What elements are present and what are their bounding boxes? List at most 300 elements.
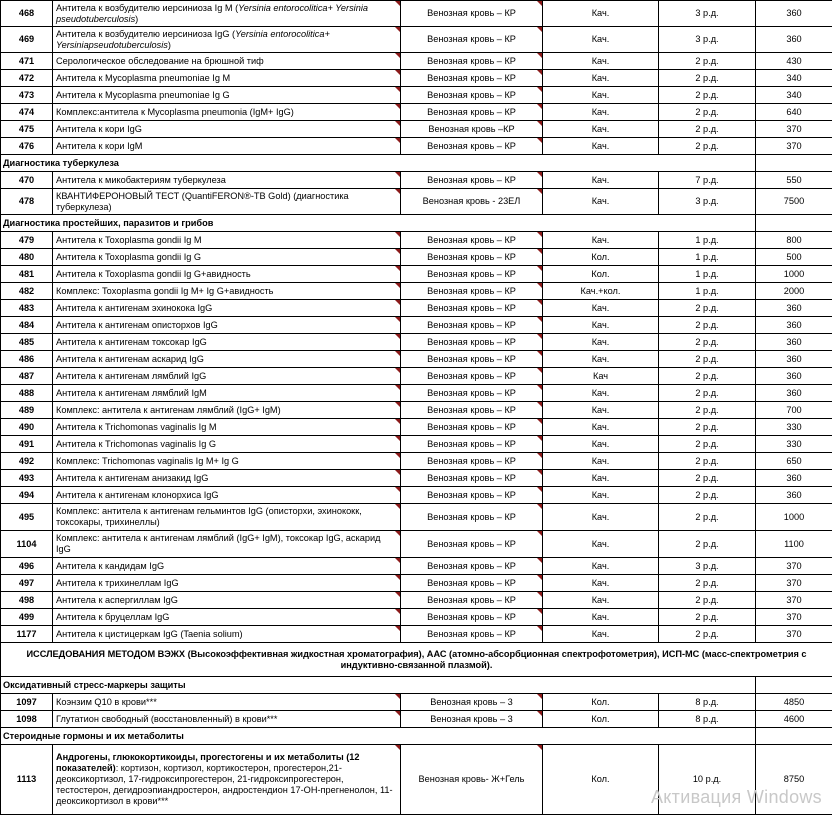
turnaround-days: 2 р.д.	[659, 334, 756, 351]
test-code: 1177	[1, 626, 53, 643]
test-name	[53, 385, 401, 402]
test-code: 486	[1, 351, 53, 368]
biomaterial: Венозная кровь – КР	[401, 575, 543, 592]
biomaterial: Венозная кровь – КР	[401, 368, 543, 385]
test-name-text: Антитела к антигенам токсокар IgG	[56, 337, 207, 347]
method: Кач.	[543, 70, 659, 87]
test-code: 499	[1, 609, 53, 626]
biomaterial: Венозная кровь – КР	[401, 283, 543, 300]
turnaround-days: 2 р.д.	[659, 531, 756, 558]
test-name-text: Антитела к кандидам IgG	[56, 561, 164, 571]
price: 550	[756, 172, 832, 189]
table-row	[1, 470, 832, 487]
section-header-row	[1, 728, 832, 745]
method: Кол.	[543, 711, 659, 728]
turnaround-days: 7 р.д.	[659, 172, 756, 189]
method: Кач.	[543, 385, 659, 402]
test-name	[53, 27, 401, 53]
method: Кач.	[543, 87, 659, 104]
method: Кол.	[543, 694, 659, 711]
method: Кач.	[543, 172, 659, 189]
test-name	[53, 470, 401, 487]
turnaround-days: 2 р.д.	[659, 70, 756, 87]
method: Кач.	[543, 402, 659, 419]
table-row	[1, 368, 832, 385]
price: 7500	[756, 189, 832, 215]
test-name-text: Комплекс: антитела к антигенам лямблий (IgG+ IgM)	[56, 405, 281, 415]
turnaround-days: 2 р.д.	[659, 385, 756, 402]
section-title: Диагностика туберкулеза	[1, 155, 756, 172]
biomaterial: Венозная кровь – КР	[401, 266, 543, 283]
test-name	[53, 317, 401, 334]
section-title: Диагностика простейших, паразитов и грибов	[1, 215, 756, 232]
table-row	[1, 249, 832, 266]
price: 500	[756, 249, 832, 266]
test-code: 495	[1, 504, 53, 531]
method: Кач.	[543, 419, 659, 436]
test-name	[53, 592, 401, 609]
biomaterial: Венозная кровь – КР	[401, 172, 543, 189]
biomaterial: Венозная кровь – КР	[401, 334, 543, 351]
test-name-text: Антитела к антигенам эхинокока IgG	[56, 303, 212, 313]
table-row	[1, 87, 832, 104]
turnaround-days: 1 р.д.	[659, 283, 756, 300]
turnaround-days: 1 р.д.	[659, 232, 756, 249]
price: 340	[756, 87, 832, 104]
test-name-paren-end: )	[135, 14, 138, 24]
test-name	[53, 626, 401, 643]
turnaround-days: 2 р.д.	[659, 626, 756, 643]
turnaround-days: 2 р.д.	[659, 368, 756, 385]
price: 800	[756, 232, 832, 249]
test-name	[53, 351, 401, 368]
test-code: 484	[1, 317, 53, 334]
biomaterial: Венозная кровь – КР	[401, 592, 543, 609]
method: Кол.	[543, 266, 659, 283]
test-name	[53, 531, 401, 558]
biomaterial: Венозная кровь – КР	[401, 104, 543, 121]
table-row	[1, 232, 832, 249]
section-blank-cell	[756, 677, 832, 694]
price: 370	[756, 138, 832, 155]
test-code: 496	[1, 558, 53, 575]
method: Кач.	[543, 334, 659, 351]
turnaround-days: 2 р.д.	[659, 402, 756, 419]
price: 4600	[756, 711, 832, 728]
price: 360	[756, 317, 832, 334]
section-blank-cell	[756, 215, 832, 232]
test-name	[53, 453, 401, 470]
biomaterial: Венозная кровь – КР	[401, 453, 543, 470]
price: 360	[756, 385, 832, 402]
turnaround-days: 2 р.д.	[659, 138, 756, 155]
test-name	[53, 249, 401, 266]
turnaround-days: 3 р.д.	[659, 27, 756, 53]
table-row	[1, 172, 832, 189]
turnaround-days: 2 р.д.	[659, 487, 756, 504]
method: Кач.	[543, 558, 659, 575]
test-name-text: Комплекс: антитела к антигенам лямблий (IgG+ IgM), токсокар IgG, аскарид IgG	[56, 533, 380, 554]
test-name	[53, 70, 401, 87]
test-name-text: Антитела к антигенам анизакид IgG	[56, 473, 208, 483]
test-name-text: Комплекс: антитела к антигенам гельминтов IgG (описторхи, эхинококк, токсокары, трихинеллы)	[56, 506, 362, 527]
test-name	[53, 609, 401, 626]
price: 370	[756, 558, 832, 575]
test-code: 468	[1, 1, 53, 27]
method: Кач.	[543, 104, 659, 121]
test-name-text: Антитела к антигенам лямблий IgM	[56, 388, 207, 398]
price: 2000	[756, 283, 832, 300]
biomaterial: Венозная кровь – 3	[401, 711, 543, 728]
biomaterial: Венозная кровь – КР	[401, 609, 543, 626]
test-name-text: Комплекс:антитела к Mycoplasma pneumonia (IgM+ IgG)	[56, 107, 294, 117]
test-name-text: Антитела к Toxoplasma gondii Ig M	[56, 235, 202, 245]
test-name-text: Антитела к Toxoplasma gondii Ig G+авидность	[56, 269, 251, 279]
price: 360	[756, 334, 832, 351]
turnaround-days: 2 р.д.	[659, 53, 756, 70]
test-code: 1098	[1, 711, 53, 728]
test-name-paren-end: )	[168, 40, 171, 50]
price: 700	[756, 402, 832, 419]
price: 330	[756, 436, 832, 453]
biomaterial: Венозная кровь – КР	[401, 53, 543, 70]
price: 360	[756, 27, 832, 53]
test-code: 1113	[1, 745, 53, 815]
test-code: 469	[1, 27, 53, 53]
method: Кач.	[543, 609, 659, 626]
test-code: 473	[1, 87, 53, 104]
table-row	[1, 575, 832, 592]
turnaround-days: 10 р.д.	[659, 745, 756, 815]
test-name-text: Антитела к трихинеллам IgG	[56, 578, 179, 588]
test-name-text: Антитела к цистицеркам IgG (Taenia solium)	[56, 629, 243, 639]
turnaround-days: 2 р.д.	[659, 317, 756, 334]
turnaround-days: 1 р.д.	[659, 266, 756, 283]
test-code: 487	[1, 368, 53, 385]
test-name-bold: Андрогены, глюкокортикоиды, прогестогены и их метаболиты (12 показателей)	[56, 752, 360, 773]
test-code: 1097	[1, 694, 53, 711]
table-row	[1, 104, 832, 121]
test-name	[53, 487, 401, 504]
biomaterial: Венозная кровь – КР	[401, 317, 543, 334]
test-code: 481	[1, 266, 53, 283]
biomaterial: Венозная кровь – КР	[401, 470, 543, 487]
test-name-text: Антитела к бруцеллам IgG	[56, 612, 169, 622]
table-row	[1, 334, 832, 351]
biomaterial: Венозная кровь – КР	[401, 351, 543, 368]
method: Кач.	[543, 189, 659, 215]
method: Кач.	[543, 351, 659, 368]
test-name	[53, 232, 401, 249]
test-code: 483	[1, 300, 53, 317]
method: Кач.	[543, 575, 659, 592]
price: 640	[756, 104, 832, 121]
biomaterial: Венозная кровь – КР	[401, 504, 543, 531]
price: 360	[756, 487, 832, 504]
price: 4850	[756, 694, 832, 711]
turnaround-days: 2 р.д.	[659, 470, 756, 487]
table-row	[1, 300, 832, 317]
table-row	[1, 487, 832, 504]
test-name	[53, 121, 401, 138]
test-name	[53, 266, 401, 283]
section-blank-cell	[756, 728, 832, 745]
test-name-text: Антитела к Mycoplasma pneumoniae Ig G	[56, 90, 230, 100]
test-name-text: Антитела к антигенам клонорхиса IgG	[56, 490, 219, 500]
test-name-italic: Yersinia entorocolitica+ Yersiniapseudotuberculosis	[56, 29, 330, 50]
method: Кач.	[543, 317, 659, 334]
turnaround-days: 2 р.д.	[659, 300, 756, 317]
table-row	[1, 1, 832, 27]
table-row	[1, 531, 832, 558]
turnaround-days: 8 р.д.	[659, 694, 756, 711]
test-code: 479	[1, 232, 53, 249]
test-name	[53, 694, 401, 711]
windows-activation-watermark: Активация Windows	[651, 787, 822, 808]
test-name-text: Антитела к возбудителю иерсиниоза IgG	[56, 29, 229, 39]
test-code: 490	[1, 419, 53, 436]
method: Кач.+кол.	[543, 283, 659, 300]
test-name	[53, 283, 401, 300]
test-code: 493	[1, 470, 53, 487]
table-row	[1, 317, 832, 334]
biomaterial: Венозная кровь – КР	[401, 1, 543, 27]
method: Кач.	[543, 470, 659, 487]
biomaterial: Венозная кровь – КР	[401, 300, 543, 317]
test-code: 491	[1, 436, 53, 453]
test-name-text: КВАНТИФЕРОНОВЫЙ ТЕСТ (QuantiFERON®-TB Gold) (диагностика туберкулеза)	[56, 191, 349, 212]
method: Кач.	[543, 487, 659, 504]
method-header-row	[1, 643, 832, 677]
method: Кол.	[543, 249, 659, 266]
price: 360	[756, 300, 832, 317]
test-code: 470	[1, 172, 53, 189]
price: 1100	[756, 531, 832, 558]
test-name-paren: (	[229, 29, 235, 39]
test-name	[53, 189, 401, 215]
turnaround-days: 2 р.д.	[659, 419, 756, 436]
table-row	[1, 53, 832, 70]
table-row	[1, 266, 832, 283]
turnaround-days: 2 р.д.	[659, 436, 756, 453]
test-name-text: Антитела к кори IgM	[56, 141, 142, 151]
test-name	[53, 138, 401, 155]
method: Кач.	[543, 138, 659, 155]
test-name-text: Антитела к Trichomonas vaginalis Ig M	[56, 422, 217, 432]
table-row	[1, 711, 832, 728]
test-name-text: Антитела к кори IgG	[56, 124, 142, 134]
test-code: 472	[1, 70, 53, 87]
table-row	[1, 351, 832, 368]
method: Кач.	[543, 300, 659, 317]
biomaterial: Венозная кровь – КР	[401, 487, 543, 504]
method: Кач.	[543, 436, 659, 453]
test-name-text: Коэнзим Q10 в крови***	[56, 697, 157, 707]
test-name-text: Антитела к Mycoplasma pneumoniae Ig M	[56, 73, 230, 83]
biomaterial: Венозная кровь – КР	[401, 402, 543, 419]
turnaround-days: 2 р.д.	[659, 609, 756, 626]
test-name	[53, 419, 401, 436]
test-name-text: Антитела к возбудителю иерсиниоза Ig M	[56, 3, 233, 13]
method: Кол.	[543, 745, 659, 815]
turnaround-days: 3 р.д.	[659, 558, 756, 575]
biomaterial: Венозная кровь – КР	[401, 419, 543, 436]
test-code: 492	[1, 453, 53, 470]
table-row	[1, 558, 832, 575]
biomaterial: Венозная кровь – 3	[401, 694, 543, 711]
price: 340	[756, 70, 832, 87]
test-name-text: Антитела к антигенам аскарид IgG	[56, 354, 204, 364]
price: 1000	[756, 266, 832, 283]
test-code: 474	[1, 104, 53, 121]
table-row	[1, 626, 832, 643]
turnaround-days: 2 р.д.	[659, 104, 756, 121]
table-row	[1, 419, 832, 436]
biomaterial: Венозная кровь – КР	[401, 436, 543, 453]
method: Кач.	[543, 504, 659, 531]
test-name-text: Комплекс: Trichomonas vaginalis Ig M+ Ig G	[56, 456, 239, 466]
method: Кач.	[543, 27, 659, 53]
turnaround-days: 3 р.д.	[659, 1, 756, 27]
method: Кач.	[543, 453, 659, 470]
biomaterial: Венозная кровь- Ж+Гель	[401, 745, 543, 815]
price: 370	[756, 626, 832, 643]
price: 1000	[756, 504, 832, 531]
test-name-text: Глутатион свободный (восстановленный) в крови***	[56, 714, 277, 724]
test-name-text: Антитела к аспергиллам IgG	[56, 595, 178, 605]
test-name	[53, 104, 401, 121]
test-name-text: Антитела к Trichomonas vaginalis Ig G	[56, 439, 216, 449]
test-code: 497	[1, 575, 53, 592]
price: 360	[756, 368, 832, 385]
test-code: 485	[1, 334, 53, 351]
price: 430	[756, 53, 832, 70]
price: 650	[756, 453, 832, 470]
method: Кач	[543, 368, 659, 385]
section-header-row	[1, 215, 832, 232]
turnaround-days: 2 р.д.	[659, 592, 756, 609]
table-row	[1, 402, 832, 419]
test-name-text: Антитела к антигенам лямблий IgG	[56, 371, 206, 381]
biomaterial: Венозная кровь – КР	[401, 87, 543, 104]
table-row	[1, 504, 832, 531]
section-title: Оксидативный стресс-маркеры защиты	[1, 677, 756, 694]
test-name	[53, 402, 401, 419]
table-row	[1, 189, 832, 215]
biomaterial: Венозная кровь – КР	[401, 626, 543, 643]
test-name-text: Антитела к микобактериям туберкулеза	[56, 175, 226, 185]
table-row	[1, 121, 832, 138]
test-name	[53, 558, 401, 575]
test-name	[53, 1, 401, 27]
test-name	[53, 745, 401, 815]
test-name	[53, 300, 401, 317]
test-name	[53, 172, 401, 189]
test-name	[53, 53, 401, 70]
test-code: 1104	[1, 531, 53, 558]
biomaterial: Венозная кровь – КР	[401, 385, 543, 402]
test-code: 480	[1, 249, 53, 266]
test-code: 478	[1, 189, 53, 215]
turnaround-days: 2 р.д.	[659, 453, 756, 470]
method: Кач.	[543, 626, 659, 643]
turnaround-days: 2 р.д.	[659, 351, 756, 368]
test-name	[53, 368, 401, 385]
test-name-italic: Yersinia entorocolitica+ Yersinia pseudotuberculosis	[56, 3, 368, 24]
table-row	[1, 138, 832, 155]
biomaterial: Венозная кровь - 23ЕЛ	[401, 189, 543, 215]
section-blank-cell	[756, 155, 832, 172]
method: Кач.	[543, 232, 659, 249]
test-code: 471	[1, 53, 53, 70]
section-header-row	[1, 155, 832, 172]
method: Кач.	[543, 1, 659, 27]
test-name-paren: (	[233, 3, 239, 13]
turnaround-days: 2 р.д.	[659, 87, 756, 104]
test-name-text: Антитела к антигенам описторхов IgG	[56, 320, 218, 330]
table-row	[1, 592, 832, 609]
table-row	[1, 27, 832, 53]
test-name-text: : кортизон, кортизол, кортикостерон, прогестерон,21-деоксикортизол, 17-гидроксипрогестерон, 21-гидроксипрогестерон, тестостерон, дегидроэпиандростерон, андростендион 17-ОН-прегненолон, 11-деоксикортизол в крови***	[56, 763, 393, 806]
price: 360	[756, 1, 832, 27]
table-row	[1, 609, 832, 626]
method: Кач.	[543, 531, 659, 558]
turnaround-days: 1 р.д.	[659, 249, 756, 266]
test-code: 482	[1, 283, 53, 300]
test-code: 488	[1, 385, 53, 402]
price: 330	[756, 419, 832, 436]
test-code: 494	[1, 487, 53, 504]
table-row	[1, 283, 832, 300]
turnaround-days: 2 р.д.	[659, 575, 756, 592]
test-name	[53, 436, 401, 453]
table-row	[1, 694, 832, 711]
price: 370	[756, 575, 832, 592]
test-code: 489	[1, 402, 53, 419]
test-name	[53, 504, 401, 531]
biomaterial: Венозная кровь – КР	[401, 558, 543, 575]
table-row	[1, 436, 832, 453]
test-code: 498	[1, 592, 53, 609]
turnaround-days: 8 р.д.	[659, 711, 756, 728]
method-section-title: ИССЛЕДОВАНИЯ МЕТОДОМ ВЭЖХ (Высокоэффективная жидкостная хроматография), ААС (атомно-абсорбционная спектрофотометрия), ИСП-МС (масс-спектрометрия с индуктивно-связанной плазмой).	[1, 643, 832, 677]
price: 370	[756, 592, 832, 609]
biomaterial: Венозная кровь – КР	[401, 70, 543, 87]
turnaround-days: 2 р.д.	[659, 121, 756, 138]
test-name-text: Серологическое обследование на брюшной тиф	[56, 56, 264, 66]
price: 370	[756, 121, 832, 138]
method: Кач.	[543, 592, 659, 609]
biomaterial: Венозная кровь – КР	[401, 232, 543, 249]
turnaround-days: 2 р.д.	[659, 504, 756, 531]
test-name-text: Комплекс: Toxoplasma gondii Ig M+ Ig G+авидность	[56, 286, 273, 296]
price: 8750	[756, 745, 832, 815]
turnaround-days: 3 р.д.	[659, 189, 756, 215]
test-name	[53, 711, 401, 728]
test-code: 475	[1, 121, 53, 138]
test-code: 476	[1, 138, 53, 155]
biomaterial: Венозная кровь – КР	[401, 249, 543, 266]
test-name	[53, 334, 401, 351]
section-header-row	[1, 677, 832, 694]
table-row	[1, 70, 832, 87]
biomaterial: Венозная кровь – КР	[401, 531, 543, 558]
test-name	[53, 87, 401, 104]
price: 370	[756, 609, 832, 626]
test-name	[53, 575, 401, 592]
method: Кач.	[543, 121, 659, 138]
biomaterial: Венозная кровь – КР	[401, 138, 543, 155]
